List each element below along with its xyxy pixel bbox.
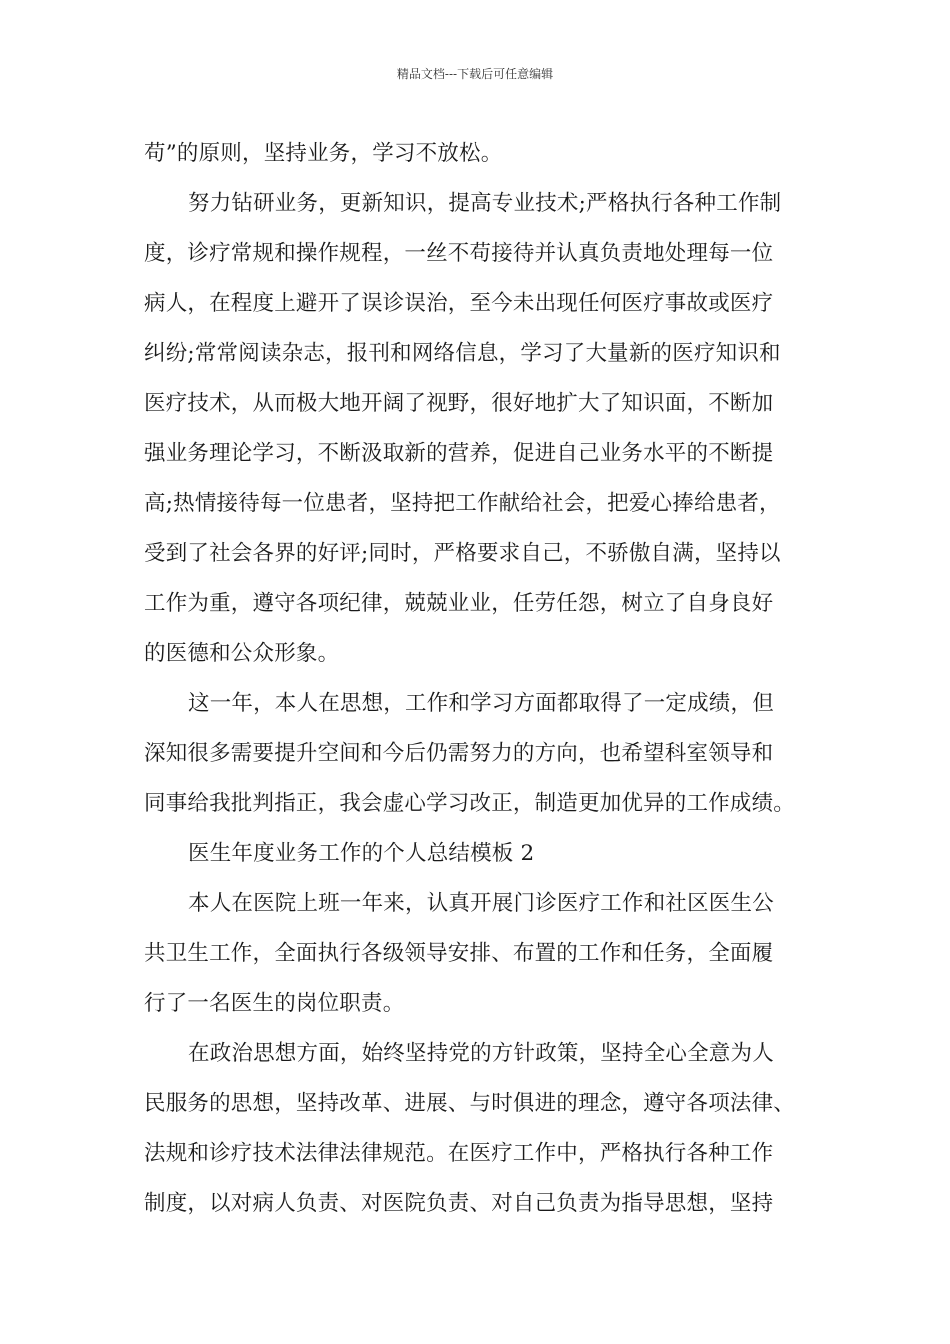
text-line: 病人，在程度上避开了误诊误治，至今未出现任何医疗事故或医疗 (144, 291, 774, 316)
text-line: 的医德和公众形象。 (144, 641, 340, 666)
paragraph-start-line: 这一年，本人在思想，工作和学习方面都取得了一定成绩，但 (188, 691, 774, 716)
text-line: 行了一名医生的岗位职责。 (144, 991, 405, 1016)
document-body (144, 129, 814, 1229)
text-line: 纠纷;常常阅读杂志，报刊和网络信息，学习了大量新的医疗知识和 (144, 341, 781, 366)
paragraph-start-line: 在政治思想方面，始终坚持党的方针政策，坚持全心全意为人 (188, 1041, 774, 1066)
text-line: 同事给我批判指正，我会虚心学习改正，制造更加优异的工作成绩。 (144, 791, 796, 816)
text-line: 民服务的思想，坚持改革、进展、与时俱进的理念，遵守各项法律、 (144, 1091, 796, 1116)
section-heading: 医生年度业务工作的个人总结模板 2 (188, 841, 535, 866)
text-line: 医疗技术，从而极大地开阔了视野，很好地扩大了知识面，不断加 (144, 391, 774, 416)
text-line: 深知很多需要提升空间和今后仍需努力的方向，也希望科室领导和 (144, 741, 774, 766)
text-line: 法规和诊疗技术法律法律规范。在医疗工作中，严格执行各种工作 (144, 1141, 774, 1166)
page-header: 精品文档---下载后可任意编辑 (396, 67, 554, 81)
text-line: 制度，以对病人负责、对医院负责、对自己负责为指导思想，坚持 (144, 1191, 774, 1216)
text-line: 强业务理论学习，不断汲取新的营养，促进自己业务水平的不断提 (144, 441, 774, 466)
paragraph-start-line: 努力钻研业务，更新知识，提高专业技术;严格执行各种工作制 (188, 191, 782, 216)
text-line: 工作为重，遵守各项纪律，兢兢业业，任劳任怨，树立了自身良好 (144, 591, 774, 616)
text-line: 受到了社会各界的好评;同时，严格要求自己，不骄傲自满，坚持以 (144, 541, 781, 566)
text-line: 共卫生工作，全面执行各级领导安排、布置的工作和任务，全面履 (144, 941, 774, 966)
text-line: 度，诊疗常规和操作规程，一丝不苟接待并认真负责地处理每一位 (144, 241, 774, 266)
text-line: 高;热情接待每一位患者，坚持把工作献给社会，把爱心捧给患者， (144, 491, 781, 516)
paragraph-start-line: 本人在医院上班一年来，认真开展门诊医疗工作和社区医生公 (188, 891, 774, 916)
text-line: 苟”的原则，坚持业务，学习不放松。 (144, 141, 503, 166)
